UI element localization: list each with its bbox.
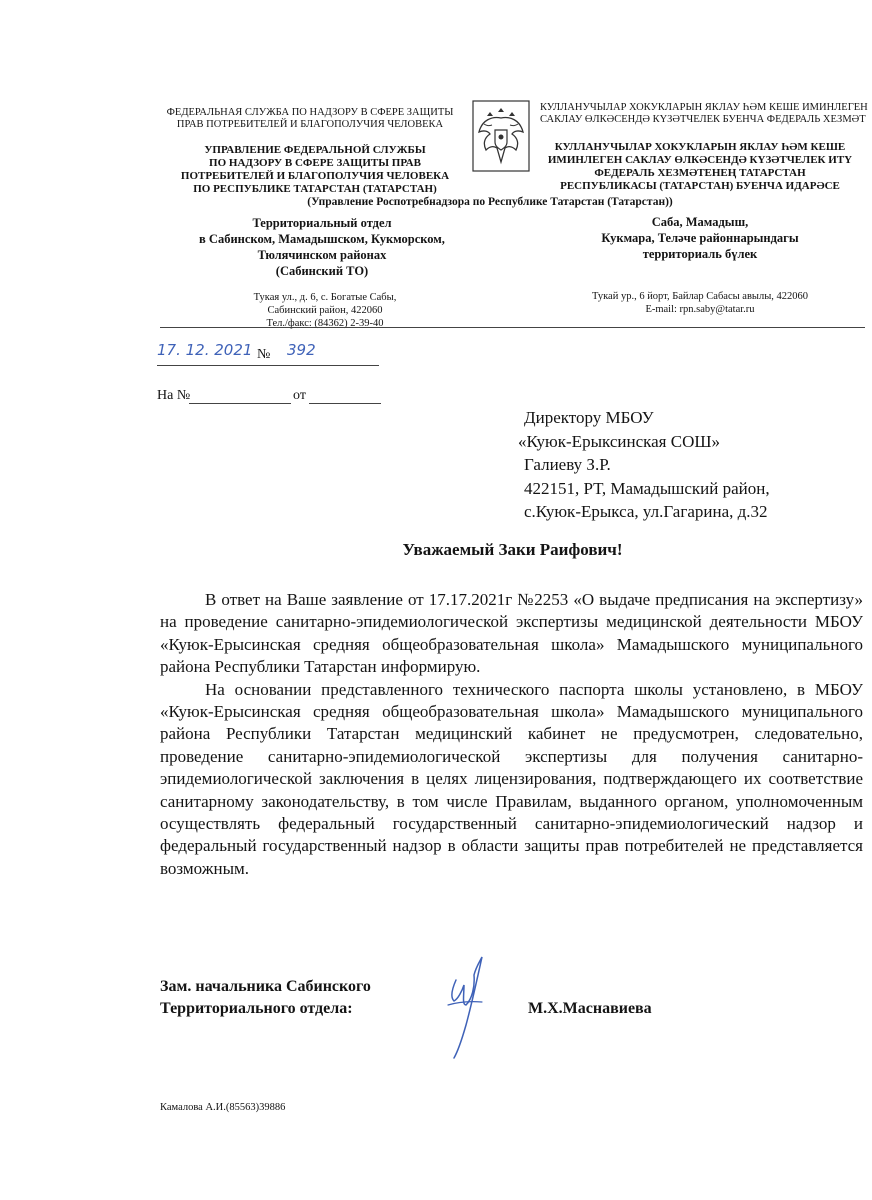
greeting: Уважаемый Заки Раифович! [402,540,623,559]
executor-info: Камалова А.И.(85563)39886 [160,1102,286,1113]
left-office: Территориальный отдел в Сабинском, Мамадышском, Кукморском, Тюлячинском районах (Сабинский ТО) [199,216,445,278]
left-address: Тукая ул., д. 6, с. Богатые Сабы, Сабинский район, 422060 Тел./факс: (84362) 2-39-40 [253,292,397,329]
right-agency: КУЛЛАНУЧЫЛАР ХОКУКЛАРЫН ЯКЛАУ ҺӘМ КЕШЕ ИМИНЛЕГЕН САКЛАУ ӨЛКӘСЕНДӘ КҮЗӘТЧЕЛЕК БУЕНЧА ФЕДЕРАЛЬ ХЕЗМӘТ [540,102,868,125]
right-address: Тукай ур., 6 йорт, Байлар Сабасы авылы, 422060 E-mail: rpn.saby@tatar.ru [591,291,809,315]
reference-line [157,388,387,406]
ref-date-blank [309,403,381,404]
right-office: Саба, Мамадыш, Кукмара, Теләче районнарындагы территориаль бүлек [601,215,799,261]
number-sign: № [257,347,271,362]
letter-body [160,589,863,880]
paragraph-2: На основании представленного технического паспорта школы установлено, в МБОУ «Куюк-Ерысинская средняя общеобразовательная школа» Мамадышского муниципального района Республики Татарстан медицинский кабинет не предусмотрен, следовательно, проведение санитарно-эпидемиологической экспертизы для получения санитарно-эпидемиологической заключения в целях лицензирования, подтверждающего их соответствие санитарному законодательству, в том числе Правилам, выданного органом, уполномоченным осуществлять федеральный государственный санитарно-эпидемиологический надзор и федеральный государственный надзор в области защиты прав потребителей не представляется возможным. [160,679,863,878]
left-department: УПРАВЛЕНИЕ ФЕДЕРАЛЬНОЙ СЛУЖБЫ ПО НАДЗОРУ В СФЕРЕ ЗАЩИТЫ ПРАВ ПОТРЕБИТЕЛЕЙ И БЛАГОПОЛУЧИЯ ЧЕЛОВЕКА ПО РЕСПУБЛИКЕ ТАТАРСТАН (ТАТАРСТАН) [180,144,450,195]
handwritten-date: 17. 12. 2021 [157,341,253,359]
signer-name: М.Х.Маснавиева [528,1000,652,1017]
russian-coat-of-arms-icon [472,100,530,172]
signer-title: Зам. начальника Сабинского Территориального отдела: [160,978,371,1017]
left-agency: ФЕДЕРАЛЬНАЯ СЛУЖБА ПО НАДЗОРУ В СФЕРЕ ЗАЩИТЫ ПРАВ ПОТРЕБИТЕЛЕЙ И БЛАГОПОЛУЧИЯ ЧЕЛОВЕКА [166,107,454,130]
registration-date-line [157,341,379,366]
addressee-block: Директору МБОУ «Куюк-Ерыксинская СОШ» Галиеву З.Р. 422151, РТ, Мамадышский район, с.Куюк-Ерыкса, ул.Гагарина, д.32 [518,408,770,521]
ref-from-label: от [293,388,306,403]
handwritten-number: 392 [287,341,316,359]
ref-number-label: На № [157,388,191,403]
handwritten-signature-icon [440,955,490,1060]
header-divider [160,327,865,328]
ref-number-blank [189,403,291,404]
paragraph-1: В ответ на Ваше заявление от 17.17.2021г №2253 «О выдаче предписания на экспертизу» на проведение санитарно-эпидемиологической экспертизы медицинской деятельности МБОУ «Куюк-Ерысинская средняя общеобразовательная школа» Мамадышского муниципального района Республики Татарстан информирую. [160,590,863,677]
center-note: (Управление Роспотребнадзора по Республике Татарстан (Татарстан)) [307,196,673,208]
right-department: КУЛЛАНУЧЫЛАР ХОКУКЛАРЫН ЯКЛАУ ҺӘМ КЕШЕ ИМИНЛЕГЕН САКЛАУ ӨЛКӘСЕНДӘ КҮЗӘТЧЕЛЕК ИТҮ ФЕДЕРАЛЬ ХЕЗМӘТЕНЕҢ ТАТАРСТАН РЕСПУБЛИКАСЫ (ТАТАРСТАН) БУЕНЧА ИДАРӘСЕ [547,141,853,192]
